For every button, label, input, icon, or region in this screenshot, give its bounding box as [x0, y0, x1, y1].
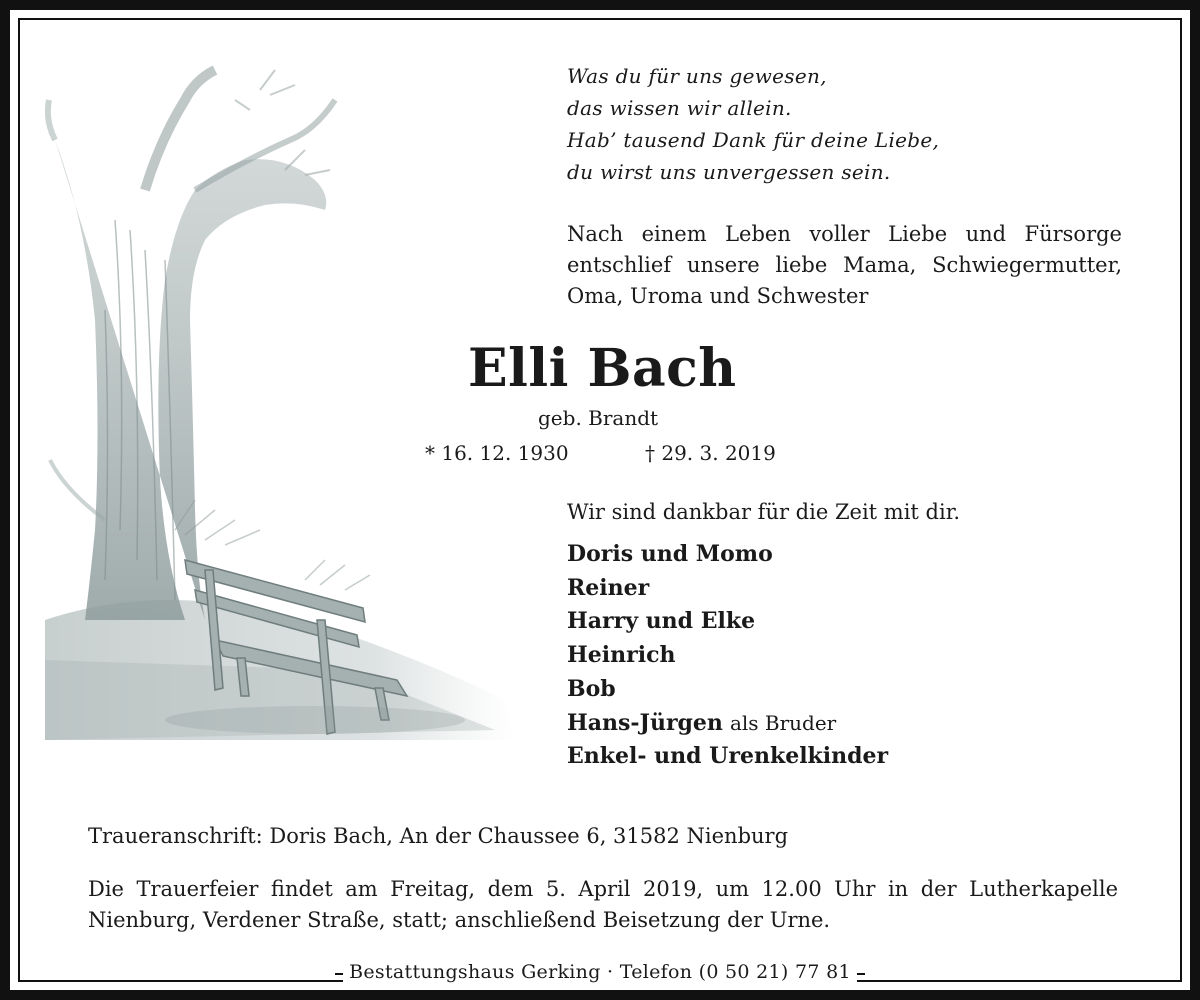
mourner-name: Reiner — [567, 574, 650, 601]
mourner-name: Bob — [567, 675, 616, 702]
mourning-address: Traueranschrift: Doris Bach, An der Chaussee 6, 31582 Nienburg — [88, 824, 789, 848]
poem-line: Was du für uns gewesen, — [567, 64, 827, 88]
mourner-row — [567, 673, 888, 707]
death-date: † 29. 3. 2019 — [645, 441, 776, 465]
mourner-name: Harry und Elke — [567, 608, 756, 635]
tree-and-bench-illustration — [45, 60, 605, 750]
deceased-name: Elli Bach — [468, 338, 737, 399]
memorial-poem — [567, 60, 939, 188]
thanks-line: Wir sind dankbar für die Zeit mit dir. — [567, 500, 961, 524]
mourner-name: Doris und Momo — [567, 541, 773, 567]
mourner-note: als Bruder — [729, 710, 837, 735]
mourner-row — [567, 538, 888, 572]
poem-line: das wissen wir allein. — [567, 96, 792, 120]
mourner-name: Heinrich — [567, 642, 676, 669]
poem-line: Hab’ tausend Dank für deine Liebe, — [567, 128, 940, 152]
mourner-row — [567, 740, 888, 774]
funeral-home-footer — [0, 961, 1200, 983]
mourner-row — [567, 707, 888, 741]
funeral-home-contact: Bestattungshaus Gerking · Telefon (0 50 21) 77 81 — [343, 961, 857, 983]
funeral-service-info: Die Trauerfeier findet am Freitag, dem 5. April 2019, um 12.00 Uhr in der Lutherkapelle Nienburg, Verdener Straße, statt; anschließend Beisetzung der Urne. — [88, 877, 1118, 932]
poem-line: du wirst uns unvergessen sein. — [567, 160, 891, 184]
mourner-row — [567, 605, 888, 639]
maiden-name: geb. Brandt — [538, 406, 659, 430]
mourner-row — [567, 639, 888, 673]
mourner-name: Enkel- und Urenkelkinder — [567, 743, 889, 770]
intro-text: Nach einem Leben voller Liebe und Fürsorge entschlief unsere liebe Mama, Schwiegermutter, Oma, Uroma und Schwester — [567, 222, 1122, 308]
mourner-name: Hans-Jürgen — [567, 709, 723, 736]
mourner-row — [567, 572, 888, 606]
mourners-list — [567, 538, 888, 774]
birth-date: * 16. 12. 1930 — [425, 441, 569, 465]
